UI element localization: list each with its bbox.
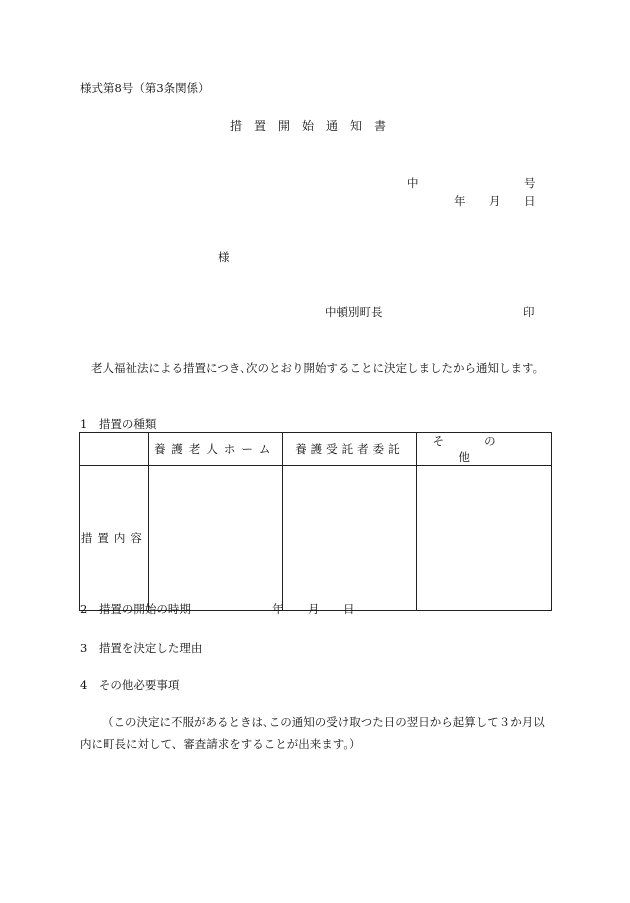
measures-table: [79, 432, 552, 611]
body-text: 老人福祉法による措置につき､次のとおり開始することに決定しましたから通知します。: [91, 361, 545, 375]
section2-year: 年: [272, 602, 284, 616]
column-header-other: その他: [417, 433, 552, 466]
measure-cell-nursing-home: [148, 466, 282, 611]
table-corner-cell: [80, 433, 149, 466]
column-header-nursing-home: 養護老人ホーム: [148, 433, 282, 466]
form-label: 様式第8号（第3条関係）: [80, 81, 210, 95]
issuer-name: 中頓別町長: [325, 305, 383, 319]
number-suffix: 号: [524, 176, 536, 190]
date-year: 年: [454, 194, 466, 208]
section3-heading: 3 措置を決定した理由: [80, 641, 203, 655]
measure-cell-other: [417, 466, 552, 611]
section2-month: 月: [308, 602, 320, 616]
section4-heading: 4 その他必要事項: [80, 678, 180, 692]
appeal-note: （この決定に不服があるときは､この通知の受け取つた日の翌日から起算して３か月以内に町長に対して、審査請求をすることが出来ます。）: [80, 715, 545, 751]
section1-heading: 1 措置の種類: [80, 417, 157, 431]
section2-heading: 2 措置の開始の時期: [80, 602, 191, 616]
column-header-foster-care: 養護受託者委託: [282, 433, 417, 466]
row-header-measure-content: 措置内容: [80, 466, 149, 611]
number-prefix: 中: [407, 176, 419, 190]
date-day: 日: [524, 194, 536, 208]
date-month: 月: [489, 194, 501, 208]
section2-day: 日: [343, 602, 355, 616]
addressee-suffix: 様: [218, 250, 230, 264]
seal-mark: 印: [523, 305, 535, 319]
document-title: 措 置 開 始 通 知 書: [230, 119, 387, 133]
measure-cell-foster-care: [282, 466, 417, 611]
